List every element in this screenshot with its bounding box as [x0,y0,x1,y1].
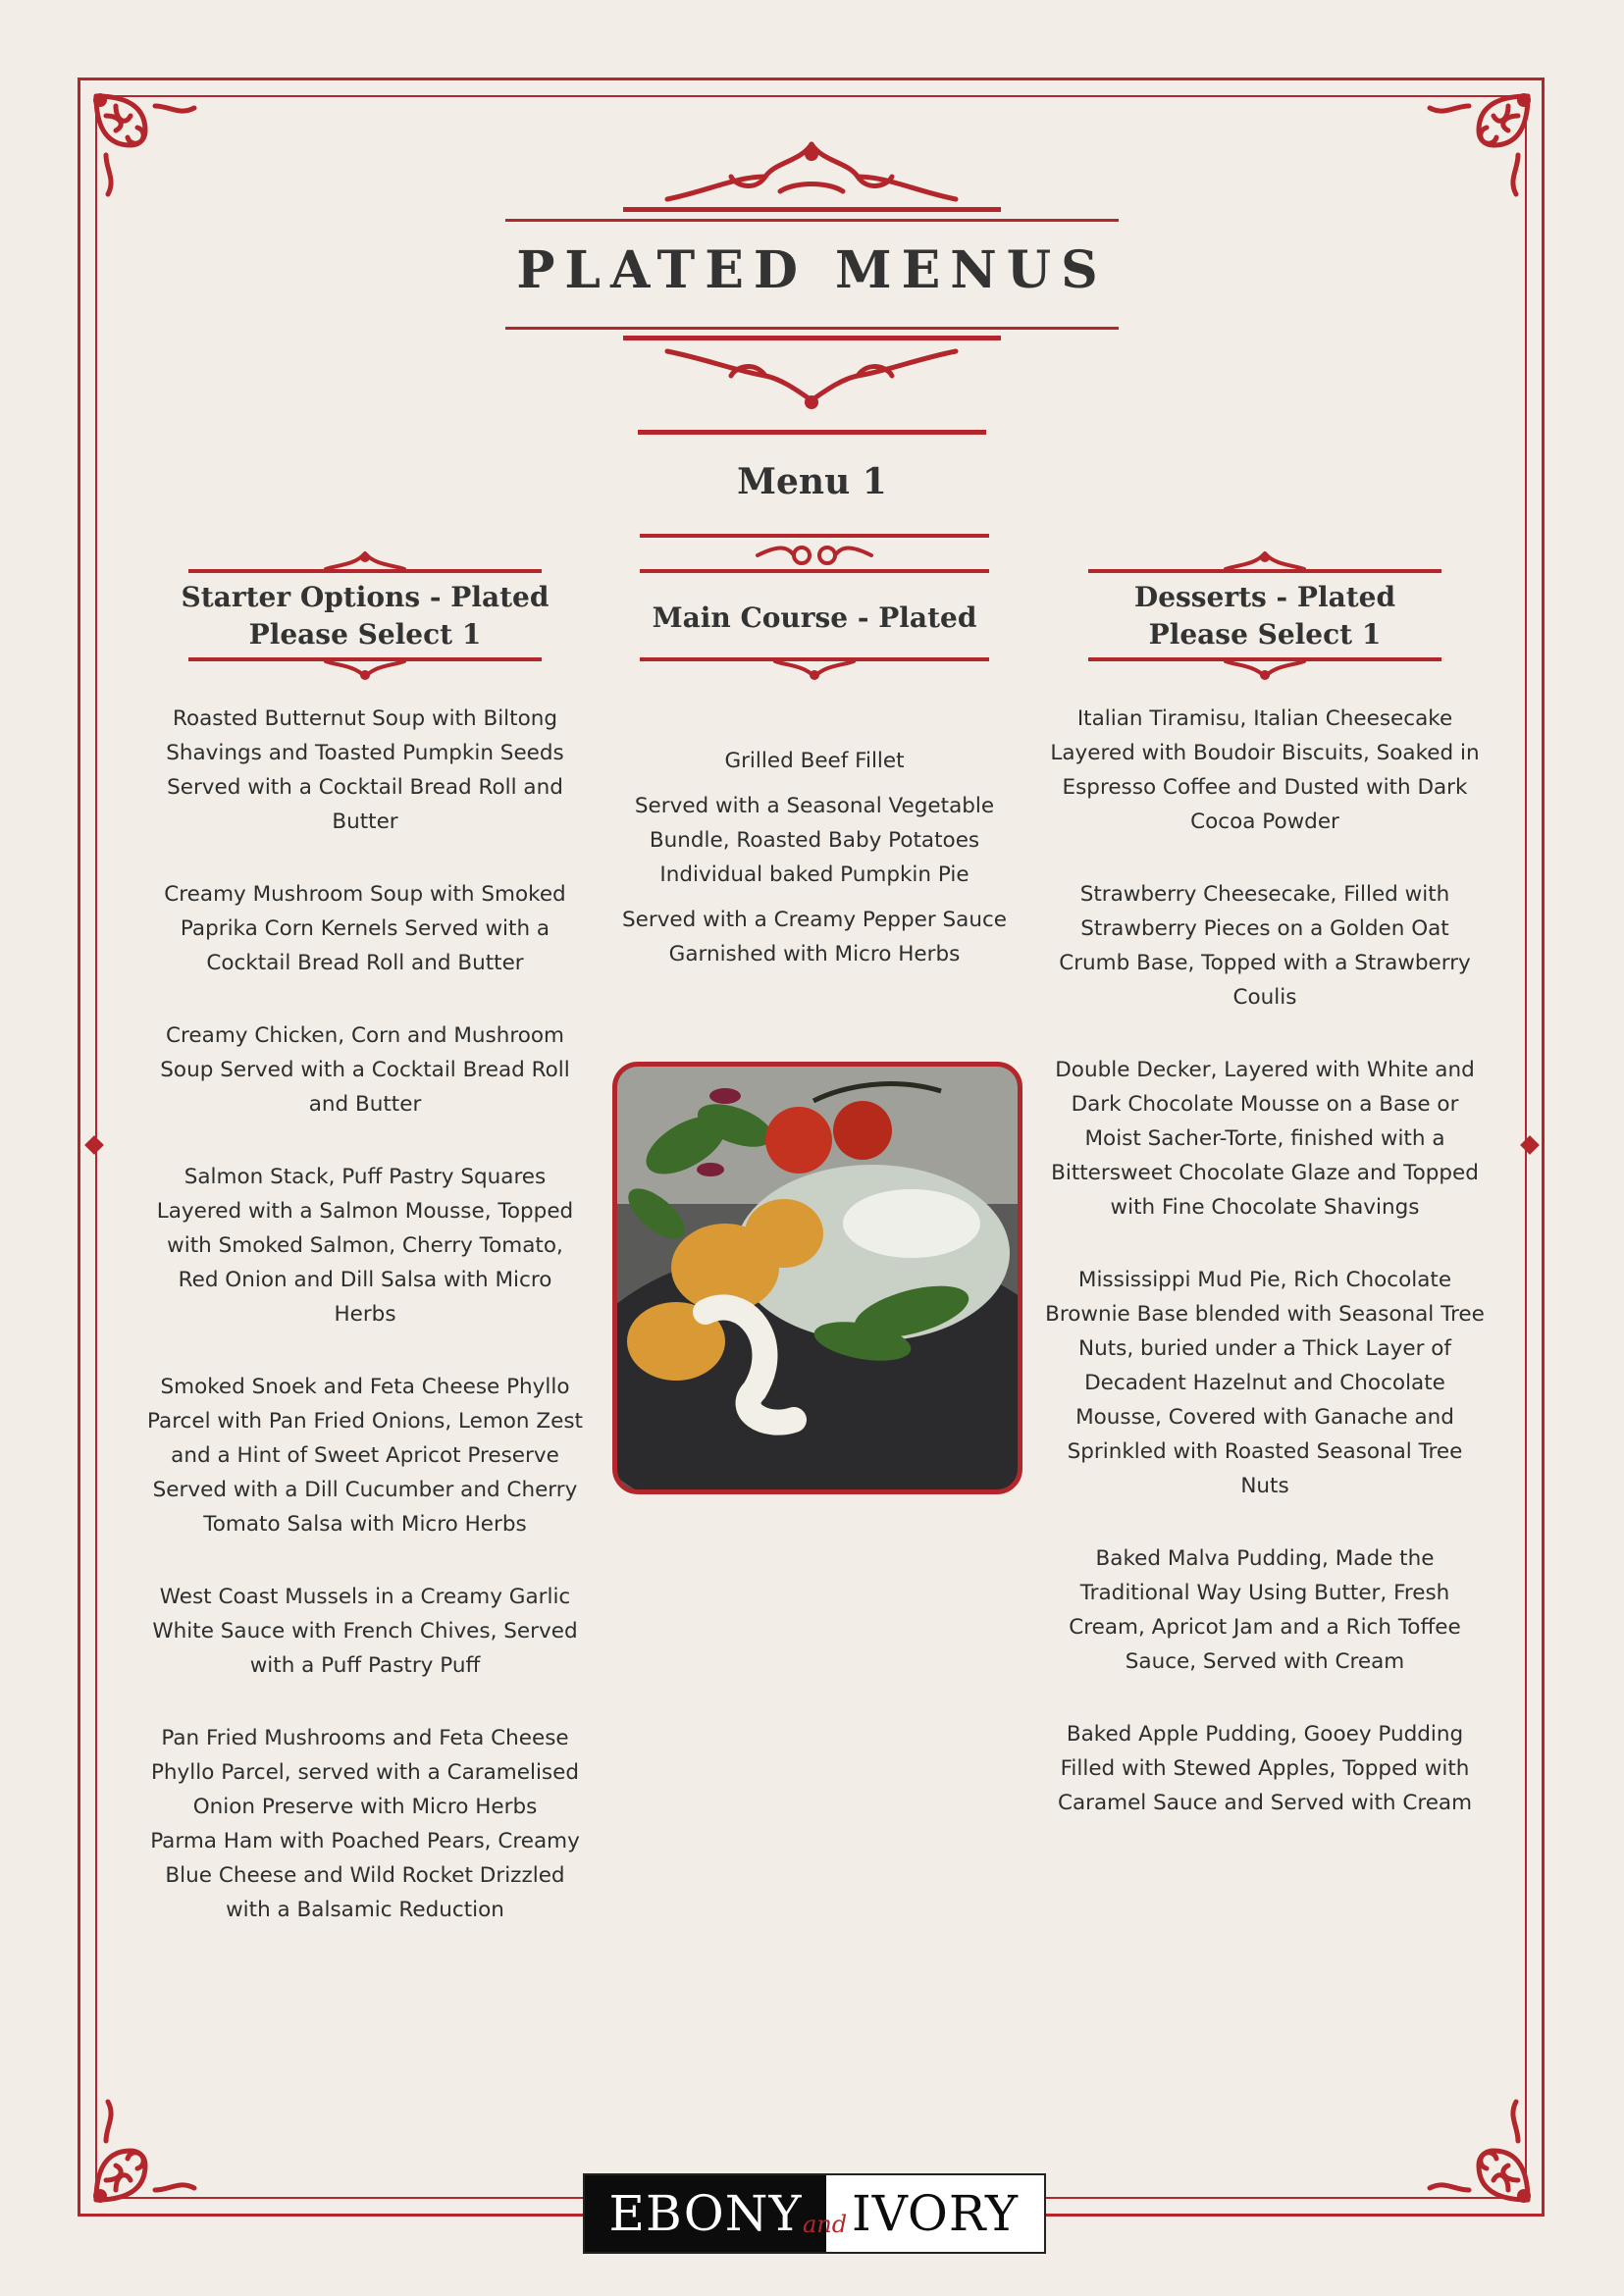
ebony-ivory-logo [583,2173,1046,2254]
menu-label: Menu 1 [737,461,887,502]
dessert-item: Double Decker, Layered with White and Dark Chocolate Mousse on a Base or Moist Sacher-Torte, finished with a Bittersweet Chocolate Glaze and Topped with Fine Chocolate Shavings [1051,1058,1479,1220]
logo-ivory: IVORY [851,2185,1020,2242]
starter-item: Pan Fried Mushrooms and Feta Cheese Phyllo Parcel, served with a Caramelised Onion Preserve with Micro Herbs [150,1726,580,1819]
desserts-heading-line2: Please Select 1 [1148,618,1382,651]
desserts-heading [1049,579,1481,653]
title-flourish-bottom [618,332,1006,440]
dessert-item: Strawberry Cheesecake, Filled with Strawberry Pieces on a Golden Oat Crumb Base, Topped with a Strawberry Coulis [1059,882,1471,1010]
title-rule-bottom [505,327,1119,330]
food-photo [612,1062,1022,1494]
page-title: PLATED MENUS [516,240,1108,300]
starter-item: Creamy Mushroom Soup with Smoked Paprika Corn Kernels Served with a Cocktail Bread Roll and Butter [164,882,566,975]
main-course-list [610,744,1019,971]
dessert-item: Baked Apple Pudding, Gooey Pudding Filled with Stewed Apples, Topped with Caramel Sauce and Served with Cream [1057,1722,1473,1815]
dessert-item: Mississippi Mud Pie, Rich Chocolate Brownie Base blended with Seasonal Tree Nuts, buried under a Thick Layer of Decadent Hazelnut and Chocolate Mousse, Covered with Ganache and Sprinkled with Roasted Seasonal Tree Nuts [1045,1268,1485,1498]
desserts-heading-flourish-bottom [1088,655,1441,685]
logo-ebony: EBONY [585,2175,826,2252]
starter-item: Parma Ham with Poached Pears, Creamy Blue Cheese and Wild Rocket Drizzled with a Balsamic Reduction [150,1829,580,1922]
desserts-heading-line1: Desserts - Plated [1133,581,1396,613]
dessert-item: Baked Malva Pudding, Made the Traditional Way Using Butter, Fresh Cream, Apricot Jam and a Rich Toffee Sauce, Served with Cream [1069,1546,1461,1674]
starter-heading-flourish-bottom [188,655,542,685]
starter-heading-line1: Starter Options - Plated [181,581,550,613]
main-dish: Grilled Beef Fillet [724,749,905,773]
food-photo-illustration [617,1067,1018,1489]
title-rule-top [505,219,1119,222]
starter-list [145,702,585,1927]
starter-item: Roasted Butternut Soup with Biltong Shavings and Toasted Pumpkin Seeds Served with a Cocktail Bread Roll and Butter [166,706,564,834]
main-served-with: Served with a Seasonal Vegetable Bundle, Roasted Baby Potatoes Individual baked Pumpkin Pie [634,794,995,887]
corner-ornament-top-right [1420,86,1538,204]
title-flourish-top [618,132,1006,221]
dessert-list [1045,702,1485,1820]
starter-heading-flourish-top [188,548,542,577]
main-heading-flourish-top [640,532,989,577]
starter-item: Smoked Snoek and Feta Cheese Phyllo Parcel with Pan Fried Onions, Lemon Zest and a Hint of Sweet Apricot Preserve Served with a Dill Cucumber and Cherry Tomato Salsa with Micro Herbs [147,1375,583,1537]
main-heading-flourish-bottom [640,655,989,685]
desserts-heading-flourish-top [1088,548,1441,577]
starter-item: Creamy Chicken, Corn and Mushroom Soup Served with a Cocktail Bread Roll and Butter [160,1023,570,1117]
starter-heading [149,579,581,653]
starter-item: Salmon Stack, Puff Pastry Squares Layered with a Salmon Mousse, Topped with Smoked Salmon, Cherry Tomato, Red Onion and Dill Salsa with Micro Herbs [156,1165,574,1327]
main-sauce: Served with a Creamy Pepper Sauce Garnished with Micro Herbs [621,908,1007,966]
corner-ornament-bottom-right [1420,2092,1538,2210]
starter-heading-line2: Please Select 1 [248,618,482,651]
dessert-item: Italian Tiramisu, Italian Cheesecake Layered with Boudoir Biscuits, Soaked in Espresso Coffee and Dusted with Dark Cocoa Powder [1050,706,1480,834]
starter-item: West Coast Mussels in a Creamy Garlic White Sauce with French Chives, Served with a Puff Pastry Puff [152,1585,578,1678]
logo-and: and [803,2211,848,2238]
main-heading: Main Course - Plated [652,601,977,634]
corner-ornament-top-left [86,86,204,204]
corner-ornament-bottom-left [86,2092,204,2210]
